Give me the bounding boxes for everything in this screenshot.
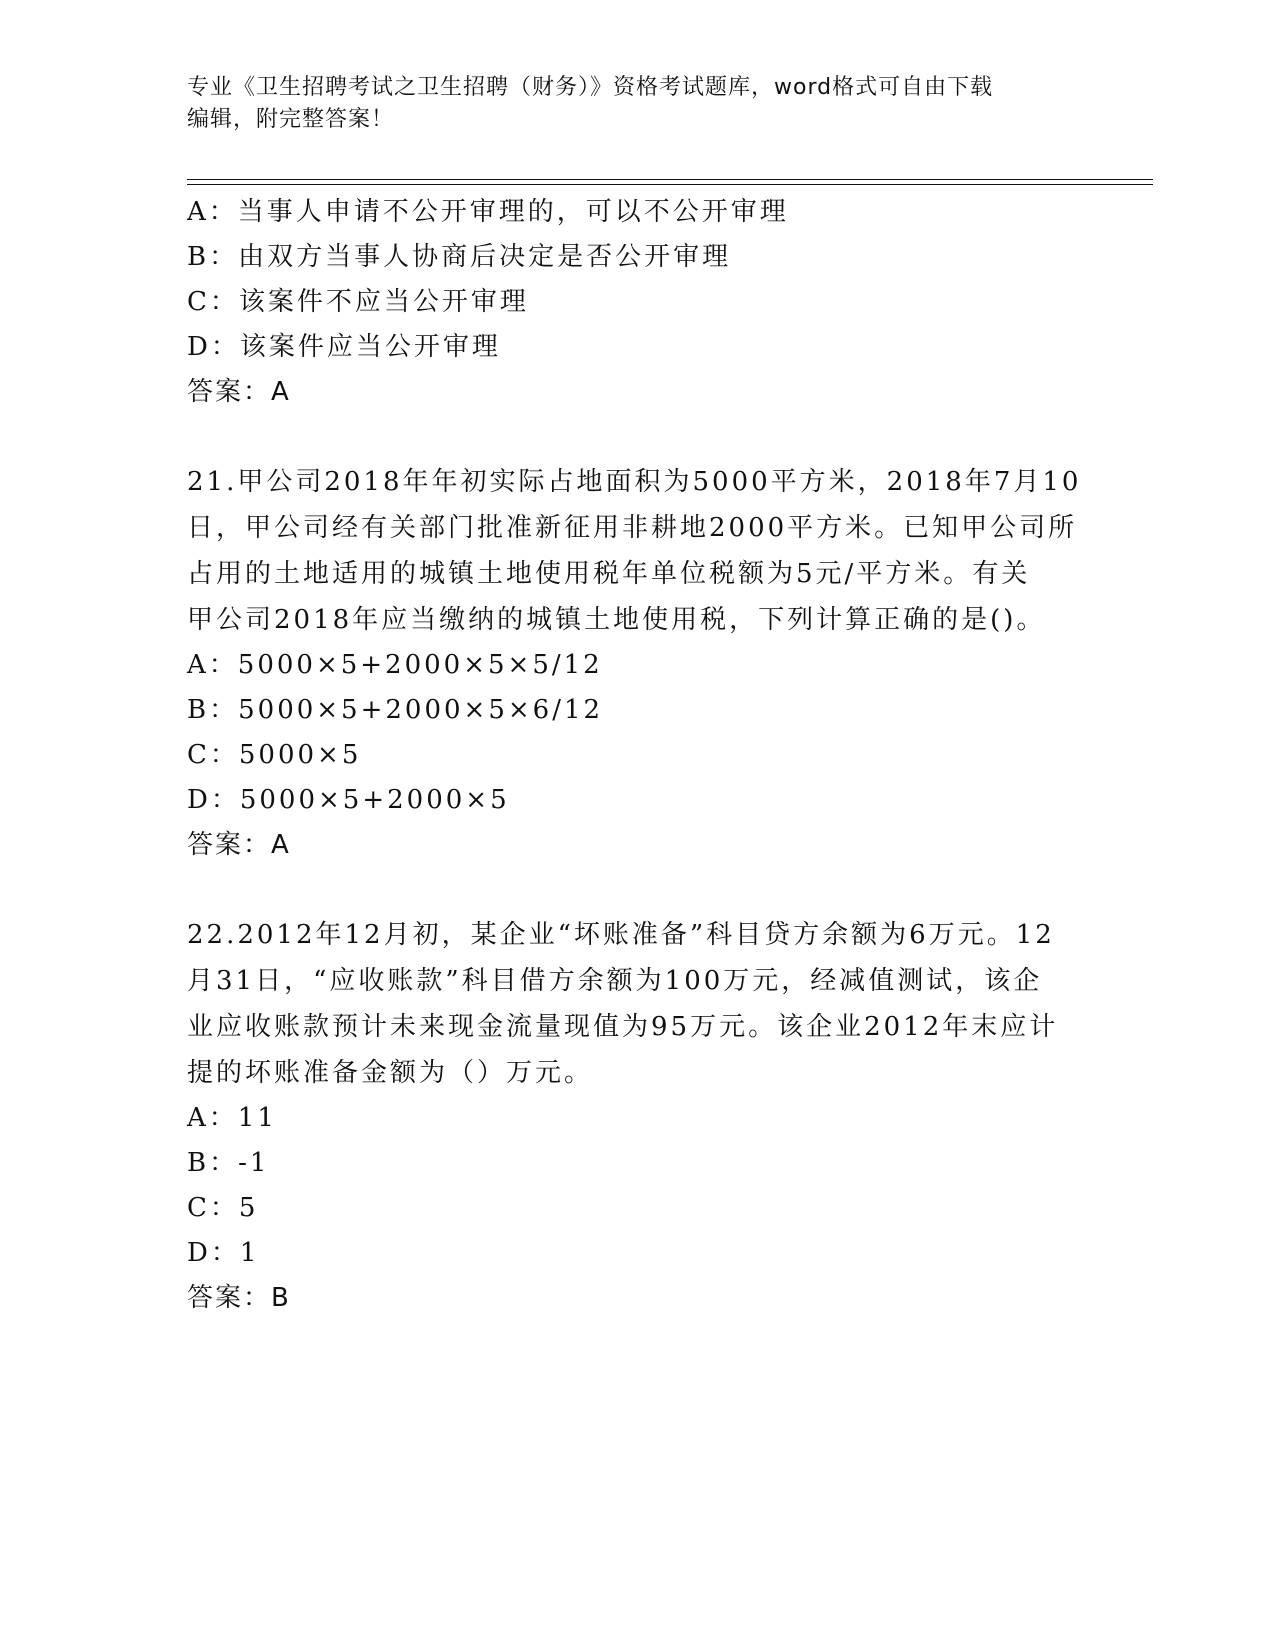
stem-line: 21.甲公司2018年年初实际占地面积为5000平方米，2018年7月10 [187, 467, 1082, 497]
option-c: C：5000×5 [187, 740, 362, 770]
option-d: D：该案件应当公开审理 [187, 332, 501, 362]
question-stem [187, 459, 1087, 643]
header-line-2: 编辑，附完整答案！ [187, 107, 395, 132]
question-block-20 [187, 190, 1087, 415]
stem-line: 提的坏账准备金额为（）万元。 [187, 1058, 594, 1088]
question-content [187, 190, 1087, 1321]
header-divider-bottom [187, 184, 1153, 185]
header-line-1: 专业《卫生招聘考试之卫生招聘（财务）》资格考试题库，word格式可自由下载 [187, 75, 994, 100]
option-a: A：5000×5+2000×5×5/12 [187, 650, 603, 680]
option-c: C：该案件不应当公开审理 [187, 287, 529, 317]
question-block-21 [187, 459, 1087, 868]
stem-line: 22.2012年12月初，某企业“坏账准备”科目贷方余额为6万元。12 [187, 920, 1055, 950]
option-a: A：11 [187, 1103, 277, 1133]
question-block-22 [187, 912, 1087, 1321]
question-stem [187, 912, 1087, 1096]
stem-line: 月31日，“应收账款”科目借方余额为100万元，经减值测试，该企 [187, 966, 1043, 996]
stem-line: 日，甲公司经有关部门批准新征用非耕地2000平方米。已知甲公司所 [187, 513, 1078, 543]
answer: 答案：B [187, 1283, 291, 1313]
option-b: B：5000×5+2000×5×6/12 [187, 695, 604, 725]
option-d: D：5000×5+2000×5 [187, 785, 510, 815]
option-d: D：1 [187, 1238, 260, 1268]
document-header [187, 72, 1087, 136]
option-a: A：当事人申请不公开审理的，可以不公开审理 [187, 197, 789, 227]
answer: 答案：A [187, 377, 291, 407]
stem-line: 业应收账款预计未来现金流量现值为95万元。该企业2012年末应计 [187, 1012, 1059, 1042]
stem-line: 占用的土地适用的城镇土地使用税年单位税额为5元/平方米。有关 [187, 559, 1031, 589]
option-b: B：-1 [187, 1148, 270, 1178]
header-divider-top [187, 179, 1153, 180]
option-c: C：5 [187, 1193, 259, 1223]
stem-line: 甲公司2018年应当缴纳的城镇土地使用税，下列计算正确的是()。 [187, 605, 1046, 635]
answer: 答案：A [187, 830, 291, 860]
option-b: B：由双方当事人协商后决定是否公开审理 [187, 242, 732, 272]
